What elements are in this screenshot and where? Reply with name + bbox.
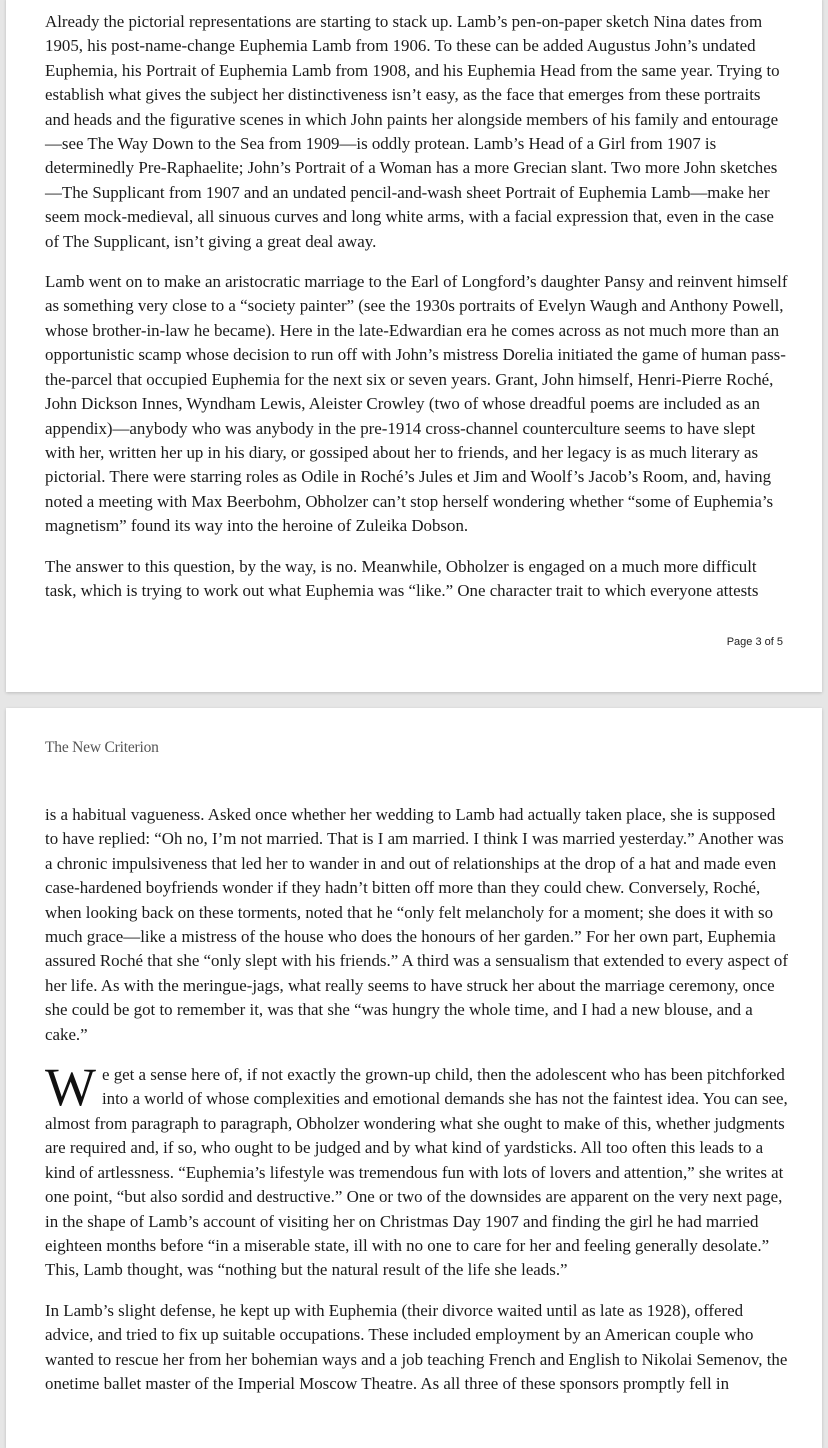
dropcap: W — [45, 1057, 96, 1118]
paragraph: Lamb went on to make an aristocratic marriage to the Earl of Longford’s daughter Pansy and reinvent himself as something very close to a “society painter” (see the 1930s portraits of Evelyn Waugh and Anthony Powell, whose brother-in-law he became). Here in the late-Edwardian era he comes across as not much more than an opportunistic scamp whose decision to run off with John’s mistress Dorelia initiated the game of human pass-the-parcel that occupied Euphemia for the next six or seven years. Grant, John himself, Henri-Pierre Roché, John Dickson Innes, Wyndham Lewis, Aleister Crowley (two of whose dreadful poems are included as an appendix)—anybody who was anybody in the pre-1914 cross-channel counterculture seems to have slept with her, written her up in his diary, or gossiped about her to friends, and her legacy is as much literary as pictorial. There were starring roles as Odile in Roché’s Jules et Jim and Woolf’s Jacob’s Room, and, having noted a meeting with Max Beerbohm, Obholzer can’t stop herself wondering whether “some of Euphemia’s magnetism” found its way into the heroine of Zuleika Dobson. — [45, 272, 788, 536]
page-3 — [6, 0, 822, 692]
paragraph: The answer to this question, by the way, is no. Meanwhile, Obholzer is engaged on a much more difficult task, which is trying to work out what Euphemia was “like.” One character trait to which everyone attests — [45, 556, 759, 600]
paragraph-text: e get a sense here of, if not exactly the grown-up child, then the adolescent who has been pitchforked into a world of whose complexities and emotional demands she has not the faintest idea. You can see, almost from paragraph to paragraph, Obholzer wondering what she ought to make of this, whether judgments are required and, if so, who ought to be judged and by what kind of yardsticks. All too often this leads to a kind of artlessness. “Euphemia’s lifestyle was tremendous fun with lots of lovers and attention,” she writes at one point, “but also sordid and destructive.” One or two of the downsides are apparent on the very next page, in the shape of Lamb’s account of visiting her on Christmas Day 1907 and finding the girl he had married eighteen months before “in a miserable state, ill with no one to care for her and feeling generally desolate.” This, Lamb thought, was “nothing but the natural result of the life she leads.” — [45, 1065, 788, 1280]
page-number: Page 3 of 5 — [726, 636, 783, 648]
running-header: The New Criterion — [45, 739, 159, 756]
paragraph: is a habitual vagueness. Asked once whether her wedding to Lamb had actually taken place, she is supposed to have replied: “Oh no, I’m not married. That is I am married. I think I was married yesterday.” Another was a chronic impulsiveness that led her to wander in and out of relationships at the drop of a hat and made even case-hardened boyfriends wonder if they hadn’t bitten off more than they could chew. Conversely, Roché, when looking back on these torments, noted that he “only felt melancholy for a moment; she does it with so much grace—like a mistress of the house who does the honours of her garden.” For her own part, Euphemia assured Roché that she “only slept with his friends.” A third was a sensualism that extended to every aspect of her life. As with the meringue-jags, what really seems to have struck her about the marriage ceremony, once she could be got to remember it, was that she “was hungry the whole time, and I had a new blouse, and a cake.” — [45, 805, 789, 1044]
paragraph: In Lamb’s slight defense, he kept up with Euphemia (their divorce waited until as late as 1928), offered advice, and tried to fix up suitable occupations. These included employment by an American couple who wanted to rescue her from her bohemian ways and a job teaching French and English to Nikolai Semenov, the onetime ballet master of the Imperial Moscow Theatre. As all three of these sponsors promptly fell in — [45, 1300, 788, 1393]
page-3-body — [45, 10, 789, 619]
page-4-body — [45, 803, 789, 1412]
page-4 — [6, 708, 822, 1448]
paragraph: Already the pictorial representations are starting to stack up. Lamb’s pen-on-paper sketch Nina dates from 1905, his post-name-change Euphemia Lamb from 1906. To these can be added Augustus John’s undated Euphemia, his Portrait of Euphemia Lamb from 1908, and his Euphemia Head from the same year. Trying to establish what gives the subject her distinctiveness isn’t easy, as the face that emerges from these portraits and heads and the figurative scenes in which John paints her alongside members of his family and entourage—see The Way Down to the Sea from 1909—is oddly protean. Lamb’s Head of a Girl from 1907 is determinedly Pre-Raphaelite; John’s Portrait of a Woman has a more Grecian slant. Two more John sketches—The Supplicant from 1907 and an undated pencil-and-wash sheet Portrait of Euphemia Lamb—make her seem mock-medieval, all sinuous curves and long white arms, with a facial expression that, even in the case of The Supplicant, isn’t giving a great deal away. — [45, 12, 780, 251]
paragraph-with-dropcap — [45, 1057, 789, 1283]
